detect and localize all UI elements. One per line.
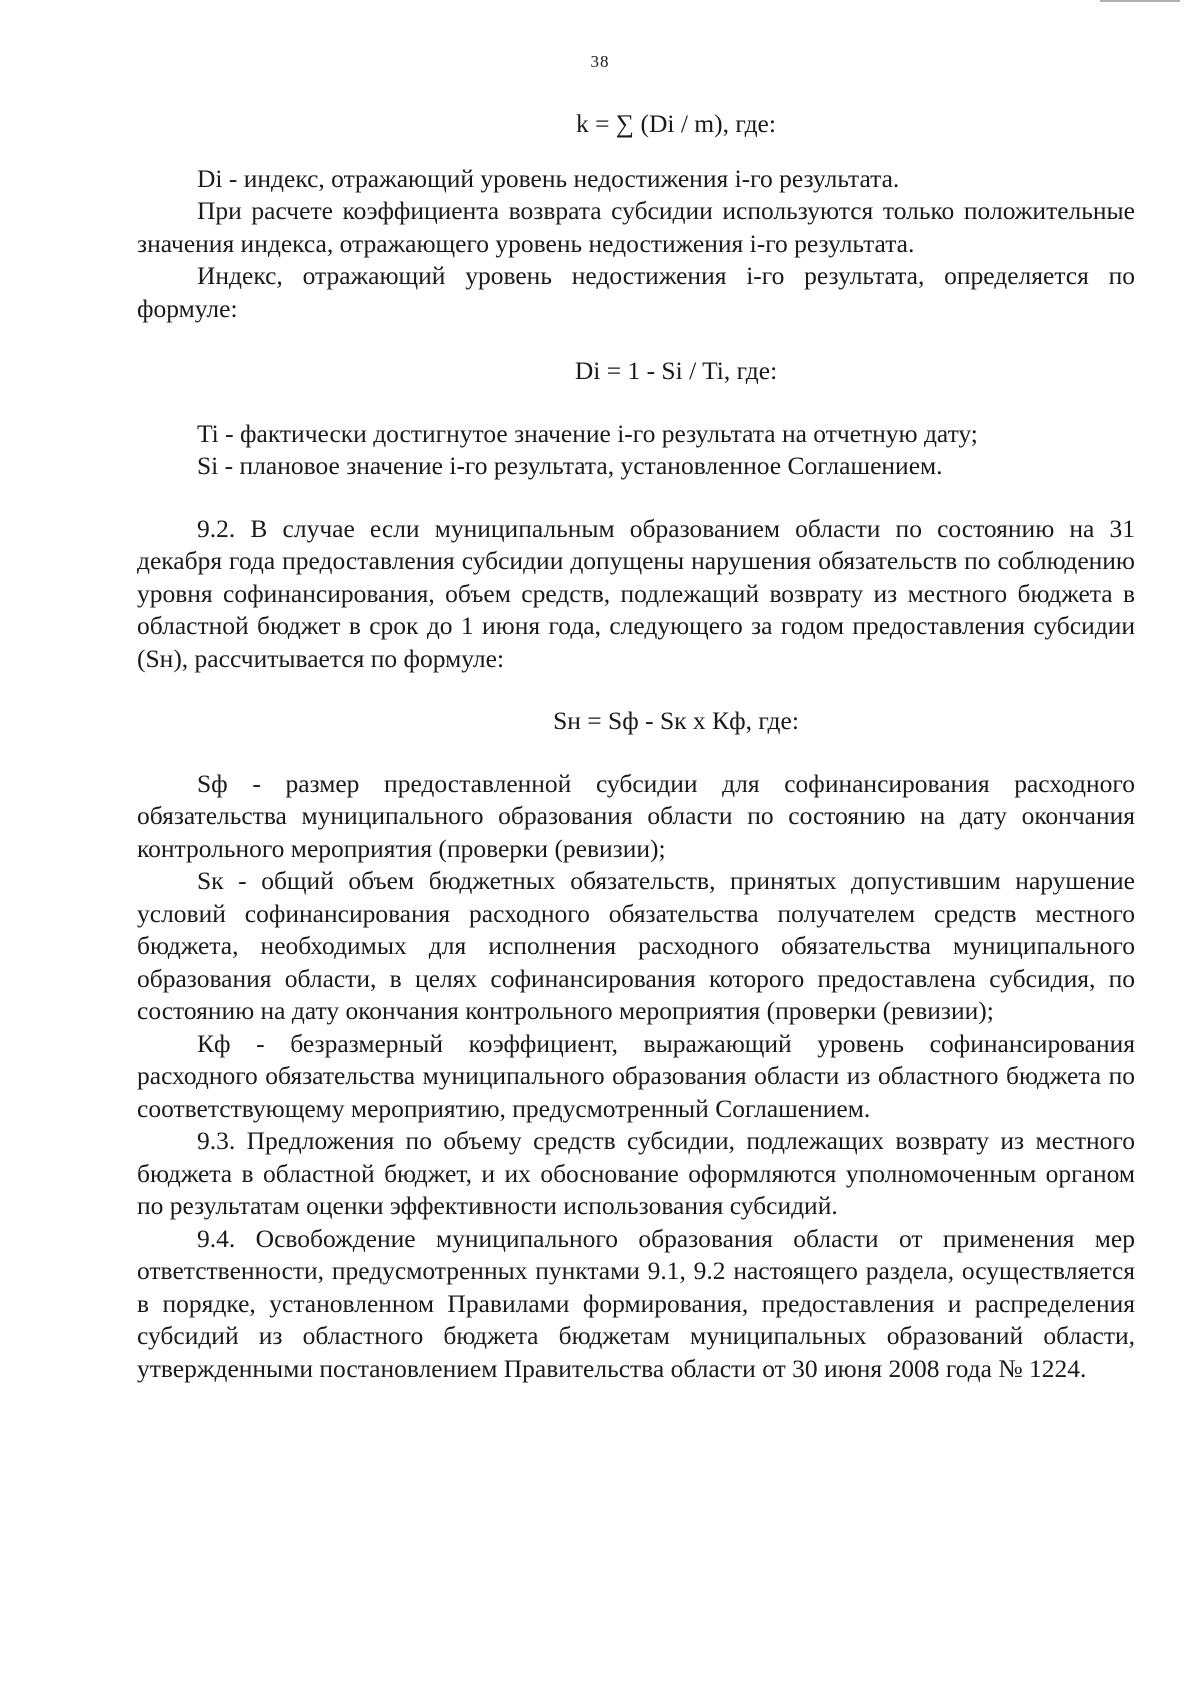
formula-k: k = ∑ (Di / m), где: (576, 109, 776, 138)
scan-edge-mark (1100, 0, 1180, 2)
page-number: 38 (590, 52, 610, 71)
definition-ti: Ti - фактически достигнутое значение i-го результата на отчетную дату; (197, 418, 978, 448)
document-body (137, 108, 1135, 1385)
definition-di: Di - индекс, отражающий уровень недостижения i-го результата. (197, 163, 900, 193)
paragraph-9-2: 9.2. В случае если муниципальным образованием области по состоянию на 31 декабря года предоставления субсидии допущены нарушения обязательств по соблюдению уровня софинансирования, объем средств, подлежащий возврату из местного бюджета в областной бюджет в срок до 1 июня года, следующего за годом предоставления субсидии (Sн), рассчитывается по формуле: (137, 513, 1135, 673)
definition-kf: Кф - безразмерный коэффициент, выражающий уровень софинансирования расходного обязательства муниципального образования области из областного бюджета по соответствующему мероприятию, предусмотренный Соглашением. (137, 1028, 1135, 1123)
paragraph-9-4: 9.4. Освобождение муниципального образования области от применения мер ответственности, предусмотренных пунктами 9.1, 9.2 настоящего раздела, осуществляется в порядке, установленном Правилами формирования, предоставления и распределения субсидий из областного бюджета бюджетам муниципальных образований области, утвержденными постановлением Правительства области от 30 июня 2008 года № 1224. (137, 1223, 1135, 1383)
paragraph-index-formula: Индекс, отражающий уровень недостижения i-го результата, определяется по формуле: (137, 261, 1135, 323)
formula-di: Di = 1 - Si / Ti, где: (574, 356, 778, 385)
paragraph-9-3: 9.3. Предложения по объему средств субсидии, подлежащих возврату из местного бюджета в областной бюджет, и их обоснование оформляются уполномоченным органом по результатам оценки эффективности использования субсидий. (137, 1126, 1135, 1220)
formula-sn: Sн = Sф - Sк x Кф, где: (553, 706, 799, 735)
definition-si: Si - плановое значение i-го результата, установленное Соглашением. (197, 451, 943, 480)
definition-sk: Sк - общий объем бюджетных обязательств, принятых допустившим нарушение условий софинансирования расходного обязательства получателем средств местного бюджета, необходимых для исполнения расходного обязательства муниципального образования области, в целях софинансирования которого предоставлена субсидия, по состоянию на дату окончания контрольного мероприятия (проверки (ревизии); (137, 866, 1135, 1025)
paragraph-positive-values: При расчете коэффициента возврата субсидии используются только положительные значения индекса, отражающего уровень недостижения i-го результата. (137, 196, 1135, 258)
definition-sf: Sф - размер предоставленной субсидии для софинансирования расходного обязательства муниципального образования области по состоянию на дату окончания контрольного мероприятия (проверки (ревизии); (137, 768, 1135, 863)
